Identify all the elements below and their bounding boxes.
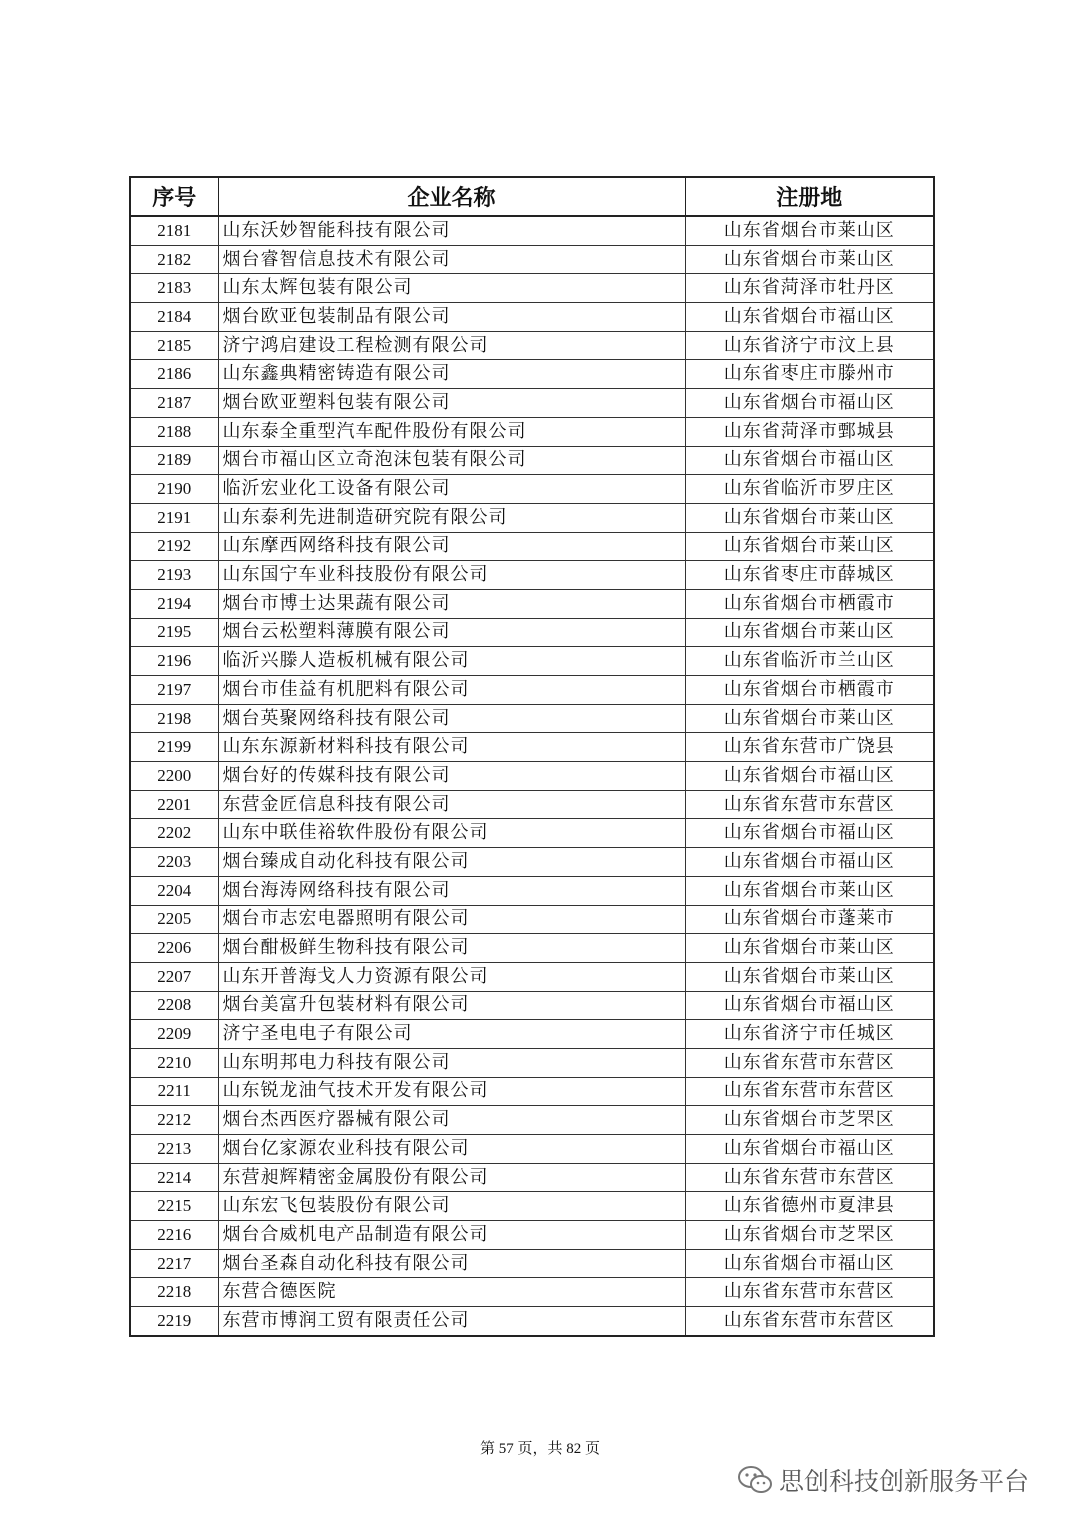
row-company-name: 烟台云松塑料薄膜有限公司 <box>218 618 685 647</box>
table-row <box>130 245 934 274</box>
row-serial: 2205 <box>130 905 218 934</box>
table-row <box>130 1048 934 1077</box>
row-registered-location: 山东省东营市东营区 <box>685 1077 934 1106</box>
table-row <box>130 1307 934 1336</box>
row-company-name: 烟台市志宏电器照明有限公司 <box>218 905 685 934</box>
row-company-name: 烟台欧亚塑料包装有限公司 <box>218 389 685 418</box>
row-serial: 2208 <box>130 991 218 1020</box>
row-registered-location: 山东省菏泽市牡丹区 <box>685 274 934 303</box>
row-serial: 2206 <box>130 934 218 963</box>
row-serial: 2184 <box>130 303 218 332</box>
row-serial: 2189 <box>130 446 218 475</box>
row-company-name: 山东摩西网络科技有限公司 <box>218 532 685 561</box>
row-company-name: 临沂兴滕人造板机械有限公司 <box>218 647 685 676</box>
row-serial: 2216 <box>130 1221 218 1250</box>
row-company-name: 烟台英聚网络科技有限公司 <box>218 704 685 733</box>
table-row <box>130 561 934 590</box>
row-company-name: 烟台市福山区立奇泡沫包装有限公司 <box>218 446 685 475</box>
table-row <box>130 1163 934 1192</box>
row-company-name: 烟台好的传媒科技有限公司 <box>218 762 685 791</box>
row-serial: 2210 <box>130 1048 218 1077</box>
row-serial: 2197 <box>130 676 218 705</box>
row-company-name: 山东宏飞包装股份有限公司 <box>218 1192 685 1221</box>
row-registered-location: 山东省烟台市福山区 <box>685 303 934 332</box>
row-company-name: 烟台市博士达果蔬有限公司 <box>218 589 685 618</box>
row-serial: 2214 <box>130 1163 218 1192</box>
row-serial: 2207 <box>130 962 218 991</box>
row-company-name: 东营合德医院 <box>218 1278 685 1307</box>
table-row <box>130 360 934 389</box>
header-serial: 序号 <box>130 177 218 216</box>
row-serial: 2204 <box>130 876 218 905</box>
row-registered-location: 山东省济宁市汶上县 <box>685 331 934 360</box>
table-row <box>130 389 934 418</box>
row-serial: 2182 <box>130 245 218 274</box>
row-registered-location: 山东省烟台市福山区 <box>685 819 934 848</box>
row-company-name: 山东沃妙智能科技有限公司 <box>218 216 685 245</box>
row-company-name: 烟台亿家源农业科技有限公司 <box>218 1135 685 1164</box>
row-registered-location: 山东省烟台市芝罘区 <box>685 1221 934 1250</box>
row-company-name: 山东明邦电力科技有限公司 <box>218 1048 685 1077</box>
table-row <box>130 934 934 963</box>
row-serial: 2192 <box>130 532 218 561</box>
row-registered-location: 山东省烟台市莱山区 <box>685 618 934 647</box>
row-registered-location: 山东省东营市东营区 <box>685 790 934 819</box>
table-row <box>130 216 934 245</box>
row-serial: 2196 <box>130 647 218 676</box>
row-registered-location: 山东省烟台市福山区 <box>685 446 934 475</box>
table-row <box>130 733 934 762</box>
row-registered-location: 山东省烟台市福山区 <box>685 1135 934 1164</box>
table-row <box>130 331 934 360</box>
row-serial: 2215 <box>130 1192 218 1221</box>
row-serial: 2185 <box>130 331 218 360</box>
row-company-name: 东营金匠信息科技有限公司 <box>218 790 685 819</box>
row-registered-location: 山东省烟台市福山区 <box>685 1249 934 1278</box>
row-serial: 2198 <box>130 704 218 733</box>
row-company-name: 山东开普海戈人力资源有限公司 <box>218 962 685 991</box>
row-company-name: 济宁圣电电子有限公司 <box>218 1020 685 1049</box>
row-company-name: 东营昶辉精密金属股份有限公司 <box>218 1163 685 1192</box>
row-serial: 2218 <box>130 1278 218 1307</box>
row-serial: 2199 <box>130 733 218 762</box>
row-registered-location: 山东省烟台市莱山区 <box>685 704 934 733</box>
row-serial: 2217 <box>130 1249 218 1278</box>
row-registered-location: 山东省烟台市莱山区 <box>685 503 934 532</box>
table-row <box>130 991 934 1020</box>
table-row <box>130 704 934 733</box>
row-company-name: 山东泰全重型汽车配件股份有限公司 <box>218 417 685 446</box>
row-registered-location: 山东省烟台市莱山区 <box>685 962 934 991</box>
row-serial: 2211 <box>130 1077 218 1106</box>
row-company-name: 烟台臻成自动化科技有限公司 <box>218 848 685 877</box>
table-row <box>130 1192 934 1221</box>
table-body <box>130 216 934 1336</box>
row-company-name: 山东泰利先进制造研究院有限公司 <box>218 503 685 532</box>
row-serial: 2212 <box>130 1106 218 1135</box>
row-company-name: 烟台美富升包装材料有限公司 <box>218 991 685 1020</box>
row-company-name: 烟台市佳益有机肥料有限公司 <box>218 676 685 705</box>
table-row <box>130 790 934 819</box>
row-company-name: 烟台睿智信息技术有限公司 <box>218 245 685 274</box>
table-row <box>130 1221 934 1250</box>
table-row <box>130 1249 934 1278</box>
row-company-name: 山东国宁车业科技股份有限公司 <box>218 561 685 590</box>
table-row <box>130 762 934 791</box>
table-row <box>130 647 934 676</box>
table-row <box>130 1106 934 1135</box>
row-registered-location: 山东省东营市东营区 <box>685 1163 934 1192</box>
row-serial: 2194 <box>130 589 218 618</box>
row-serial: 2193 <box>130 561 218 590</box>
row-registered-location: 山东省烟台市蓬莱市 <box>685 905 934 934</box>
row-registered-location: 山东省烟台市栖霞市 <box>685 589 934 618</box>
row-company-name: 山东鑫典精密铸造有限公司 <box>218 360 685 389</box>
row-registered-location: 山东省德州市夏津县 <box>685 1192 934 1221</box>
table-row <box>130 848 934 877</box>
row-serial: 2209 <box>130 1020 218 1049</box>
row-company-name: 烟台圣森自动化科技有限公司 <box>218 1249 685 1278</box>
row-registered-location: 山东省临沂市罗庄区 <box>685 475 934 504</box>
table-row <box>130 1278 934 1307</box>
table-row <box>130 962 934 991</box>
row-company-name: 山东中联佳裕软件股份有限公司 <box>218 819 685 848</box>
row-company-name: 山东东源新材料科技有限公司 <box>218 733 685 762</box>
table-row <box>130 1077 934 1106</box>
row-registered-location: 山东省枣庄市滕州市 <box>685 360 934 389</box>
wechat-icon <box>737 1465 773 1495</box>
row-registered-location: 山东省菏泽市鄄城县 <box>685 417 934 446</box>
table-row <box>130 503 934 532</box>
page-number: 第 57 页，共 82 页 <box>479 1441 600 1457</box>
row-registered-location: 山东省东营市东营区 <box>685 1307 934 1336</box>
table-row <box>130 819 934 848</box>
row-company-name: 临沂宏业化工设备有限公司 <box>218 475 685 504</box>
row-company-name: 烟台海涛网络科技有限公司 <box>218 876 685 905</box>
row-registered-location: 山东省烟台市芝罘区 <box>685 1106 934 1135</box>
row-registered-location: 山东省烟台市莱山区 <box>685 934 934 963</box>
row-company-name: 山东太辉包装有限公司 <box>218 274 685 303</box>
table-header-row <box>130 177 934 216</box>
row-registered-location: 山东省东营市东营区 <box>685 1048 934 1077</box>
table-row <box>130 417 934 446</box>
row-registered-location: 山东省烟台市莱山区 <box>685 876 934 905</box>
row-serial: 2187 <box>130 389 218 418</box>
row-serial: 2203 <box>130 848 218 877</box>
header-company-name: 企业名称 <box>218 177 685 216</box>
row-company-name: 烟台欧亚包装制品有限公司 <box>218 303 685 332</box>
row-registered-location: 山东省烟台市栖霞市 <box>685 676 934 705</box>
row-company-name: 烟台酣极鲜生物科技有限公司 <box>218 934 685 963</box>
row-serial: 2213 <box>130 1135 218 1164</box>
row-registered-location: 山东省烟台市福山区 <box>685 991 934 1020</box>
row-serial: 2195 <box>130 618 218 647</box>
row-registered-location: 山东省烟台市莱山区 <box>685 532 934 561</box>
row-registered-location: 山东省烟台市福山区 <box>685 848 934 877</box>
table-row <box>130 532 934 561</box>
table-row <box>130 446 934 475</box>
row-company-name: 山东锐龙油气技术开发有限公司 <box>218 1077 685 1106</box>
row-registered-location: 山东省烟台市莱山区 <box>685 216 934 245</box>
row-serial: 2183 <box>130 274 218 303</box>
table-row <box>130 676 934 705</box>
row-registered-location: 山东省临沂市兰山区 <box>685 647 934 676</box>
table-row <box>130 475 934 504</box>
table-row <box>130 905 934 934</box>
watermark-text: 思创科技创新服务平台 <box>779 1467 1030 1496</box>
row-company-name: 烟台合威机电产品制造有限公司 <box>218 1221 685 1250</box>
row-serial: 2190 <box>130 475 218 504</box>
table-row <box>130 618 934 647</box>
row-registered-location: 山东省东营市广饶县 <box>685 733 934 762</box>
row-serial: 2191 <box>130 503 218 532</box>
row-company-name: 烟台杰西医疗器械有限公司 <box>218 1106 685 1135</box>
row-serial: 2200 <box>130 762 218 791</box>
table-row <box>130 274 934 303</box>
row-company-name: 济宁鸿启建设工程检测有限公司 <box>218 331 685 360</box>
table-row <box>130 303 934 332</box>
row-serial: 2186 <box>130 360 218 389</box>
row-registered-location: 山东省烟台市福山区 <box>685 762 934 791</box>
row-company-name: 东营市博润工贸有限责任公司 <box>218 1307 685 1336</box>
watermark <box>737 1462 1029 1498</box>
row-registered-location: 山东省烟台市莱山区 <box>685 245 934 274</box>
table-row <box>130 589 934 618</box>
table-row <box>130 876 934 905</box>
enterprise-table <box>129 176 935 1337</box>
row-registered-location: 山东省烟台市福山区 <box>685 389 934 418</box>
row-registered-location: 山东省枣庄市薛城区 <box>685 561 934 590</box>
table-row <box>130 1020 934 1049</box>
row-serial: 2202 <box>130 819 218 848</box>
row-serial: 2188 <box>130 417 218 446</box>
row-registered-location: 山东省东营市东营区 <box>685 1278 934 1307</box>
table-row <box>130 1135 934 1164</box>
header-registered-location: 注册地 <box>685 177 934 216</box>
row-serial: 2201 <box>130 790 218 819</box>
row-serial: 2219 <box>130 1307 218 1336</box>
row-registered-location: 山东省济宁市任城区 <box>685 1020 934 1049</box>
row-serial: 2181 <box>130 216 218 245</box>
